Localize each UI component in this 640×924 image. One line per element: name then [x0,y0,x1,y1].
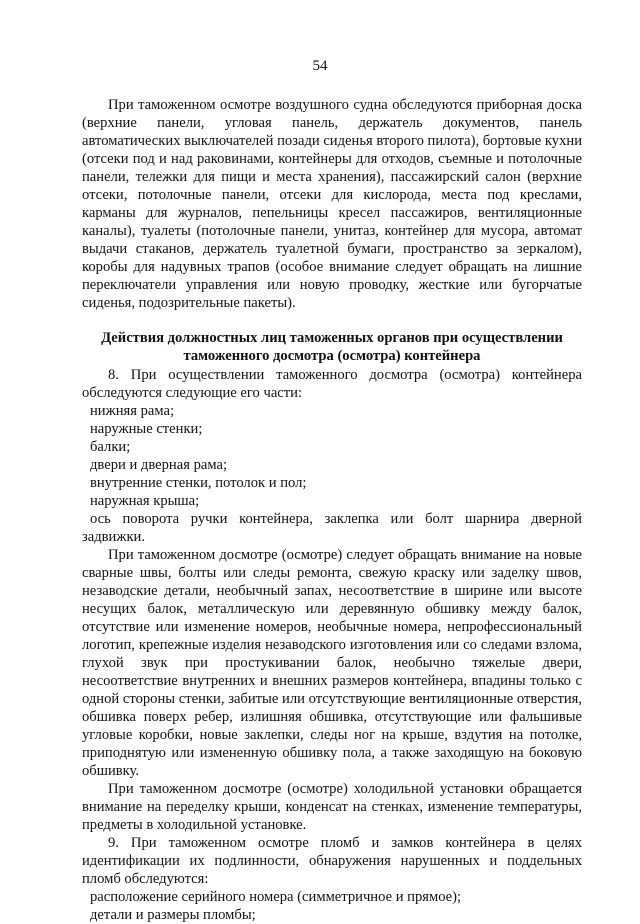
paragraph-refrigerated: При таможенном досмотре (осмотре) холодильной установки обращается внимание на переделку крыши, конденсат на стенках, изменение температуры, предметы в холодильной установке. [82,781,582,833]
paragraph-8: 8. При осуществлении таможенного досмотра (осмотра) контейнера обследуются следующие его части: [82,367,582,401]
list-item: расположение серийного номера (симметричное и прямое); [90,889,462,905]
container-parts-list [82,402,582,510]
paragraph-9: 9. При таможенном осмотре пломб и замков контейнера в целях идентификации их подлинности, обнаружения нарушенных и поддельных пломб обследуются: [82,835,582,887]
paragraph-aircraft-inspection: При таможенном осмотре воздушного судна обследуются приборная доска (верхние панели, угловая панель, держатель документов, панель автоматических выключателей позади сиденья второго пилота), бортовые кухни (отсеки под и над раковинами, контейнеры для отходов, съемные и потолочные панели, тележки для пищи и места хранения), пассажирский салон (верхние отсеки, потолочные панели, отсеки для кислорода, места под креслами, карманы для журналов, пепельницы кресел пассажиров, вентиляционные каналы), туалеты (потолочные панели, унитаз, контейнер для мусора, автомат выдачи стаканов, держатель туалетной бумаги, пространство за зеркалом), коробы для надувных трапов (особое внимание следует обращать на лишние переключатели управления или новую проводку, жесткие или бугорчатые сиденья, подозрительные пакеты). [82,97,582,311]
list-item: наружная крыша; [90,493,200,509]
list-item: нижняя рама; [90,403,175,419]
paragraph-axis: ось поворота ручки контейнера, заклепка или болт шарнира дверной задвижки. [82,511,582,545]
page-number: 54 [312,58,328,74]
seal-list [82,888,582,924]
section-heading-line-1: Действия должностных лиц таможенных органов при осуществлении [101,330,563,346]
list-item: балки; [90,439,131,455]
list-item: детали и размеры пломбы; [90,907,256,923]
section-heading [82,329,582,365]
list-item: внутренние стенки, потолок и пол; [90,475,307,491]
paragraph-attention: При таможенном досмотре (осмотре) следует обращать внимание на новые сварные швы, болты или следы ремонта, свежую краску или заделку швов, незаводские детали, необычный запах, несоответствие в ширине или высоте несущих балок, металлическую или деревянную обшивку между балок, отсутствие или изменение номеров, необычные номера, непрофессиональный логотип, крепежные изделия незаводского изготовления или со следами взлома, глухой звук при простукивании балок, необычно тяжелые двери, несоответствие внутренних и внешних размеров контейнера, впадины только с одной стороны стенки, забитые или отсутствующие вентиляционные отверстия, обшивка поверх ребер, излишняя обшивка, отсутствующие или фальшивые угловые коробки, новые заклепки, следы ног на крыше, вздутия на потолке, приподнятую или измененную обшивку пола, а также заходящую на боковую обшивку. [82,547,582,779]
list-item: двери и дверная рама; [90,457,228,473]
list-item: наружные стенки; [90,421,203,437]
section-heading-line-2: таможенного досмотра (осмотра) контейнера [183,348,481,364]
document-body [82,96,582,924]
